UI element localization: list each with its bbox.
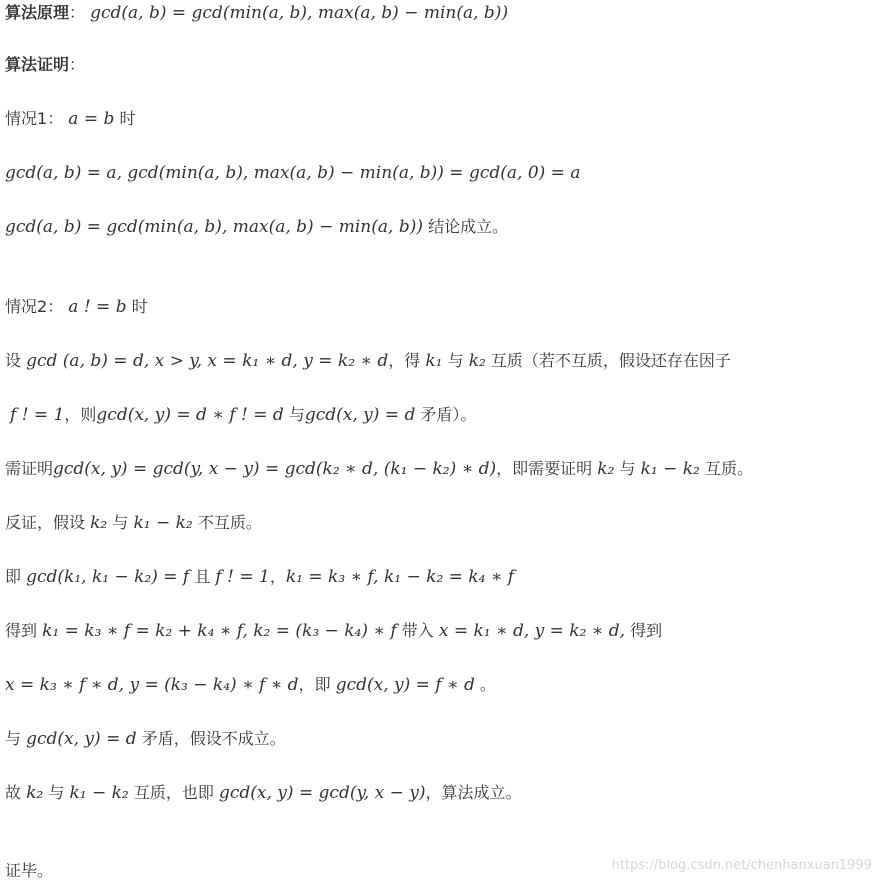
derive-text: 带入 xyxy=(401,621,434,640)
derive-prefix: 得到 xyxy=(5,621,38,640)
continued-formula-2: gcd(x, y) = d ∗ f ! = d xyxy=(96,405,284,425)
derive-line xyxy=(5,621,662,641)
ie-prefix: 即 xyxy=(5,567,22,586)
so-text-1: 互质，也即 xyxy=(133,783,214,802)
contra-k1k2: k₁ − k₂ xyxy=(133,513,193,533)
case1-condition: a = b xyxy=(68,109,115,129)
contra-with: 与 xyxy=(112,513,129,532)
assumption-formula: gcd (a, b) = d, x > y, x = k₁ ∗ d, y = k₂ ∗ d xyxy=(26,351,389,371)
case1-formula-line xyxy=(5,163,580,183)
so-with: 与 xyxy=(48,783,65,802)
so-k2: k₂ xyxy=(26,783,44,803)
principle-line: 算法原理： gcd(a, b) = gcd(min(a, b), max(a, b) − min(a, b)) xyxy=(5,3,509,23)
principle-formula: gcd(a, b) = gcd(min(a, b), max(a, b) − min(a, b)) xyxy=(90,3,509,23)
case1-line: 情况1： a = b 时 xyxy=(5,109,136,129)
ie-formula-3: k₁ = k₃ ∗ f, k₁ − k₂ = k₄ ∗ f xyxy=(285,567,515,587)
contra-k2: k₂ xyxy=(90,513,108,533)
x-suffix: 。 xyxy=(479,675,496,694)
so-text-2: ，算法成立。 xyxy=(425,783,522,802)
x-formula-2: gcd(x, y) = f ∗ d xyxy=(335,675,475,695)
and-formula: gcd(x, y) = d xyxy=(26,729,137,749)
case1-conclusion-formula: gcd(a, b) = gcd(min(a, b), max(a, b) − min(a, b)) xyxy=(5,217,423,237)
contra-prefix: 反证，假设 xyxy=(5,513,86,532)
watermark: https://blog.csdn.net/chenhanxuan1999 xyxy=(611,858,872,873)
contra-text: 不互质。 xyxy=(197,513,262,532)
need-prefix: 需证明 xyxy=(5,459,54,478)
ie-line xyxy=(5,567,514,587)
derive-suffix: 得到 xyxy=(630,621,663,640)
assumption-k2: k₂ xyxy=(468,351,486,371)
and-text: 矛盾，假设不成立。 xyxy=(141,729,286,748)
need-text-2: 互质。 xyxy=(704,459,753,478)
qed-line xyxy=(5,861,53,881)
x-line xyxy=(5,675,496,695)
contradiction-line xyxy=(5,513,262,533)
and-prefix: 与 xyxy=(5,729,22,748)
derive-formula-1: k₁ = k₃ ∗ f = k₂ + k₄ ∗ f, k₂ = (k₃ − k₄) ∗ f xyxy=(42,621,397,641)
ie-comma: ， xyxy=(269,567,286,586)
continued-text-1: ，则 xyxy=(64,405,97,424)
assumption-line xyxy=(5,351,731,371)
assumption-k1: k₁ xyxy=(425,351,443,371)
case1-label: 情况1 xyxy=(5,109,48,128)
so-k1k2: k₁ − k₂ xyxy=(69,783,129,803)
principle-label: 算法原理 xyxy=(5,3,70,22)
x-formula-1: x = k₃ ∗ f ∗ d, y = (k₃ − k₄) ∗ f ∗ d xyxy=(5,675,299,695)
qed-text: 证毕。 xyxy=(5,861,54,880)
case1-suffix: 时 xyxy=(119,109,136,128)
need-k2: k₂ xyxy=(597,459,615,479)
case1-conclusion-line xyxy=(5,217,508,237)
case1-conclusion-text: 结论成立。 xyxy=(428,217,509,236)
assumption-continued-line xyxy=(10,405,476,425)
need-k1k2: k₁ − k₂ xyxy=(640,459,700,479)
so-prefix: 故 xyxy=(5,783,22,802)
case2-line: 情况2： a ! = b 时 xyxy=(5,297,148,317)
ie-and: 且 xyxy=(194,567,211,586)
derive-formula-2: x = k₁ ∗ d, y = k₂ ∗ d, xyxy=(438,621,626,641)
continued-text-2: 矛盾）。 xyxy=(420,405,477,424)
case2-condition: a ! = b xyxy=(68,297,127,317)
proof-heading: 算法证明： xyxy=(5,55,86,74)
case1-formula: gcd(a, b) = a, gcd(min(a, b), max(a, b) − min(a, b)) = gcd(a, 0) = a xyxy=(5,163,581,183)
contradiction-result-line xyxy=(5,729,286,749)
conclusion-line xyxy=(5,783,522,803)
ie-formula-2: f ! = 1 xyxy=(215,567,270,587)
case2-suffix: 时 xyxy=(131,297,148,316)
need-text-1: ，即需要证明 xyxy=(496,459,593,478)
continued-formula-1: f ! = 1 xyxy=(10,405,65,425)
need-with: 与 xyxy=(619,459,636,478)
assumption-with: 与 xyxy=(447,351,464,370)
x-text: ，即 xyxy=(298,675,331,694)
continued-formula-3: gcd(x, y) = d xyxy=(304,405,416,425)
ie-formula-1: gcd(k₁, k₁ − k₂) = f xyxy=(26,567,190,587)
assumption-prefix: 设 xyxy=(5,351,22,370)
so-formula: gcd(x, y) = gcd(y, x − y) xyxy=(218,783,426,803)
need-proof-line xyxy=(5,459,753,479)
assumption-text-1: ，得 xyxy=(388,351,421,370)
case2-label: 情况2 xyxy=(5,297,48,316)
proof-label: 算法证明 xyxy=(5,55,70,74)
need-formula: gcd(x, y) = gcd(y, x − y) = gcd(k₂ ∗ d, (k₁ − k₂) ∗ d) xyxy=(53,459,497,479)
assumption-text-2: 互质（若不互质，假设还存在因子 xyxy=(490,351,731,370)
continued-with: 与 xyxy=(288,405,305,424)
